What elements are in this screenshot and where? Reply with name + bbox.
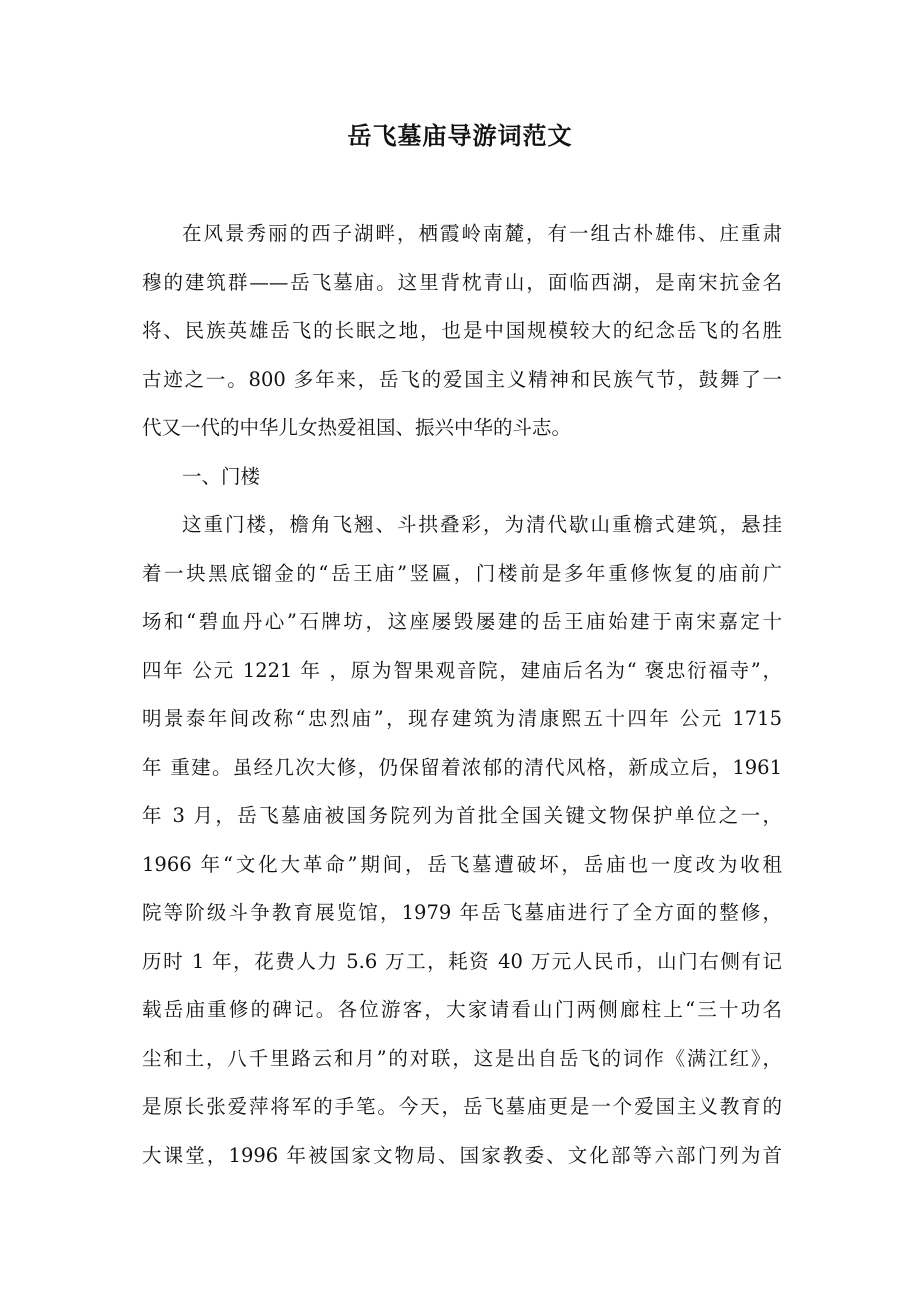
paragraph-2-line: 历时 1 年，花费人力 5.6 万工，耗资 40 万元人民币，山门右侧有记	[142, 949, 782, 973]
paragraph-2-line: 这重门楼，檐角飞翘、斗拱叠彩，为清代歇山重檐式建筑，悬挂	[182, 513, 782, 536]
paragraph-2-line: 四年 公元 1221 年 ，原为智果观音院，建庙后名为“ 褒忠衍福寺”，	[142, 658, 782, 682]
paragraph-1-line: 穆的建筑群——岳飞墓庙。这里背枕青山，面临西湖，是南宋抗金名	[142, 270, 782, 294]
paragraph-2-line: 明景泰年间改称“忠烈庙”，现存建筑为清康熙五十四年 公元 1715	[142, 707, 782, 730]
paragraph-1-line: 在风景秀丽的西子湖畔，栖霞岭南麓，有一组古朴雄伟、庄重肃	[182, 222, 782, 245]
paragraph-2-line: 院等阶级斗争教育展览馆，1979 年岳飞墓庙进行了全方面的整修，	[142, 901, 782, 924]
paragraph-2-line: 场和“碧血丹心”石牌坊，这座屡毁屡建的岳王庙始建于南宋嘉定十	[142, 610, 782, 633]
paragraph-2-line: 1966 年“文化大革命”期间，岳飞墓遭破坏，岳庙也一度改为收租	[142, 852, 782, 876]
paragraph-2-line: 年 重建。虽经几次大修，仍保留着浓郁的清代风格，新成立后，1961	[142, 755, 782, 779]
paragraph-1-line: 代又一代的中华儿女热爱祖国、振兴中华的斗志。	[142, 416, 572, 439]
paragraph-1-line: 将、民族英雄岳飞的长眠之地，也是中国规模较大的纪念岳飞的名胜	[142, 319, 782, 342]
paragraph-2-line: 年 3 月，岳飞墓庙被国务院列为首批全国关键文物保护单位之一，	[142, 804, 782, 827]
document-title: 岳飞墓庙导游词范文	[347, 121, 573, 150]
paragraph-1-line: 古迹之一。800 多年来，岳飞的爱国主义精神和民族气节，鼓舞了一	[142, 367, 782, 391]
section-heading: 一、门楼	[182, 464, 261, 488]
paragraph-2-line: 载岳庙重修的碑记。各位游客，大家请看山门两侧廊柱上“三十功名	[142, 998, 782, 1021]
paragraph-2-line: 尘和土，八千里路云和月”的对联，这是出自岳飞的词作《满江红》，	[142, 1046, 782, 1070]
paragraph-2-line: 是原长张爱萍将军的手笔。今天，岳飞墓庙更是一个爱国主义教育的	[142, 1095, 782, 1118]
document-body	[142, 210, 782, 1180]
paragraph-2-line: 大课堂，1996 年被国家文物局、国家教委、文化部等六部门列为首	[142, 1143, 782, 1167]
paragraph-2-line: 着一块黑底镏金的“岳王庙”竖匾，门楼前是多年重修恢复的庙前广	[142, 561, 782, 585]
